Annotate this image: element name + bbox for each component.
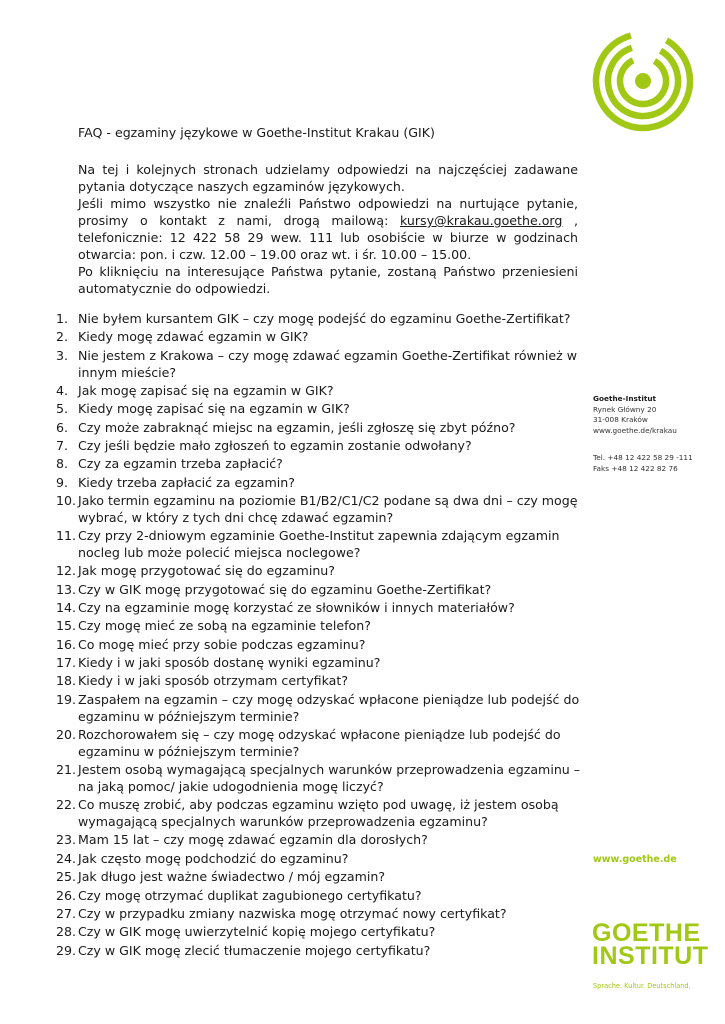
intro-paragraph-1: Na tej i kolejnych stronach udzielamy odpowiedzi na najczęściej zadawane pytania dotyczące naszych egzaminów językowych.: [78, 162, 578, 194]
faq-item-number: 7.: [56, 437, 69, 453]
faq-question-link[interactable]: Czy w przypadku zmiany nazwiska mogę otrzymać nowy certyfikat?: [78, 905, 507, 921]
faq-question-link[interactable]: Kiedy i w jaki sposób dostanę wyniki egzaminu?: [78, 655, 381, 671]
faq-item-number: 14.: [56, 600, 77, 615]
faq-item[interactable]: [56, 762, 581, 796]
faq-item[interactable]: [56, 348, 581, 382]
faq-item[interactable]: [56, 655, 581, 672]
faq-item[interactable]: [56, 906, 581, 923]
fax: Faks +48 12 422 82 76: [593, 463, 678, 473]
faq-item[interactable]: [56, 851, 581, 868]
city: 31-008 Kraków: [593, 415, 648, 424]
faq-question-link[interactable]: Rozchorowałem się – czy mogę odzyskać wpłacone pieniądze lub podejść do egzaminu w późniejszym terminie?: [78, 726, 561, 759]
faq-item[interactable]: [56, 943, 581, 960]
faq-item[interactable]: [56, 727, 581, 761]
faq-question-link[interactable]: Zaspałem na egzamin – czy mogę odzyskać wpłacone pieniądze lub podejść do egzaminu w późniejszym terminie?: [78, 691, 580, 724]
faq-question-link[interactable]: Czy w GIK mogę zlecić tłumaczenie mojego certyfikatu?: [78, 942, 431, 958]
faq-item[interactable]: [56, 438, 581, 455]
document-body: [56, 124, 581, 961]
org-name: Goethe-Institut: [593, 394, 657, 403]
intro-hours-text: , telefonicznie: 12 422 58 29 wew. 111 lub osobiście w biurze w godzinach otwarcia: pon. i czw. 12.00 – 19.00 oraz wt. i śr. 10.00 – 15.00.: [78, 213, 578, 262]
faq-item[interactable]: [56, 329, 581, 346]
faq-item[interactable]: [56, 528, 581, 562]
intro-paragraph-2: [78, 195, 578, 263]
faq-item[interactable]: [56, 456, 581, 473]
faq-question-link[interactable]: Czy przy 2-dniowym egzaminie Goethe-Institut zapewnia zdającym egzamin nocleg lub może polecić miejsca noclegowe?: [78, 528, 560, 560]
faq-item-number: 13.: [56, 581, 77, 597]
faq-item[interactable]: [56, 383, 581, 400]
street: Rynek Główny 20: [593, 404, 657, 414]
faq-item-number: 24.: [56, 850, 77, 866]
faq-item[interactable]: [56, 311, 581, 328]
faq-item[interactable]: [56, 563, 581, 580]
faq-question-link[interactable]: Czy za egzamin trzeba zapłacić?: [78, 456, 283, 472]
faq-question-link[interactable]: Kiedy i w jaki sposób otrzymam certyfikat?: [78, 673, 349, 689]
faq-item-number: 12.: [56, 563, 77, 579]
faq-item[interactable]: [56, 797, 581, 831]
faq-item[interactable]: [56, 420, 581, 437]
faq-item-number: 4.: [56, 382, 69, 398]
faq-question-link[interactable]: Czy na egzaminie mogę korzystać ze słowników i innych materiałów?: [78, 600, 515, 615]
goethe-wordmark: [592, 919, 709, 970]
faq-item-number: 8.: [56, 456, 69, 472]
faq-item-number: 25.: [56, 869, 77, 885]
faq-question-link[interactable]: Nie byłem kursantem GIK – czy mogę podejść do egzaminu Goethe-Zertifikat?: [78, 311, 571, 326]
faq-item-number: 17.: [56, 655, 77, 671]
faq-item-number: 10.: [56, 492, 77, 508]
wordmark-line-1: GOETHE: [592, 919, 701, 947]
faq-item[interactable]: [56, 618, 581, 635]
faq-question-link[interactable]: Czy mogę otrzymać duplikat zagubionego certyfikatu?: [78, 887, 422, 903]
faq-item[interactable]: [56, 673, 581, 690]
faq-item-number: 3.: [56, 347, 69, 363]
faq-question-link[interactable]: Czy w GIK mogę przygotować się do egzaminu Goethe-Zertifikat?: [78, 581, 492, 597]
faq-question-link[interactable]: Czy w GIK mogę uwierzytelnić kopię mojego certyfikatu?: [78, 924, 436, 940]
faq-item-number: 16.: [56, 636, 77, 652]
faq-item-number: 2.: [56, 329, 69, 345]
faq-question-link[interactable]: Jestem osobą wymagającą specjalnych warunków przeprowadzenia egzaminu – na jaką pomoc/ jakie udogodnienia mogę liczyć?: [78, 762, 581, 794]
faq-item-number: 29.: [56, 942, 77, 958]
faq-item-number: 6.: [56, 419, 69, 435]
website-link[interactable]: www.goethe.de: [593, 854, 677, 865]
phone: Tel. +48 12 422 58 29 -111: [593, 453, 693, 462]
faq-item[interactable]: [56, 401, 581, 418]
faq-question-link[interactable]: Kiedy trzeba zapłacić za egzamin?: [78, 474, 295, 490]
faq-question-link[interactable]: Jak mogę zapisać się na egzamin w GIK?: [78, 382, 334, 398]
faq-question-link[interactable]: Co muszę zrobić, aby podczas egzaminu wzięto pod uwagę, iż jestem osobą wymagającą specjalnych warunków przeprowadzenia egzaminu?: [78, 797, 559, 830]
branch-url[interactable]: www.goethe.de/krakau: [593, 425, 677, 435]
goethe-logo-icon: [592, 30, 694, 132]
faq-item-number: 20.: [56, 726, 77, 742]
wordmark-line-2: INSTITUT: [592, 942, 709, 970]
faq-item-number: 1.: [56, 311, 69, 326]
faq-question-link[interactable]: Jako termin egzaminu na poziomie B1/B2/C1/C2 podane są dwa dni – czy mogę wybrać, w który z tych dni chcę zdawać egzamin?: [78, 492, 578, 525]
faq-question-link[interactable]: Co mogę mieć przy sobie podczas egzaminu?: [78, 636, 366, 652]
faq-item[interactable]: [56, 637, 581, 654]
faq-item-number: 26.: [56, 887, 77, 903]
intro: [78, 161, 578, 297]
faq-item-number: 18.: [56, 673, 77, 689]
faq-question-link[interactable]: Jak mogę przygotować się do egzaminu?: [78, 563, 335, 579]
logo-tagline: Sprache. Kultur. Deutschland.: [593, 982, 691, 990]
faq-item-number: 27.: [56, 905, 77, 921]
faq-item[interactable]: [56, 600, 581, 617]
intro-contact-text: Jeśli mimo wszystko nie znaleźli Państwo odpowiedzi na nurtujące pytanie, prosimy o kontakt z nami, drogą mailową:: [78, 196, 578, 228]
faq-question-link[interactable]: Czy jeśli będzie mało zgłoszeń to egzamin zostanie odwołany?: [78, 437, 472, 453]
faq-item[interactable]: [56, 924, 581, 941]
email-link[interactable]: kursy@krakau.goethe.org: [399, 213, 563, 228]
faq-item-number: 21.: [56, 762, 77, 778]
faq-item[interactable]: [56, 832, 581, 849]
faq-question-link[interactable]: Czy mogę mieć ze sobą na egzaminie telefon?: [78, 618, 371, 634]
faq-item-number: 22.: [56, 797, 77, 813]
faq-question-link[interactable]: Nie jestem z Krakowa – czy mogę zdawać egzamin Goethe-Zertifikat również w innym mieście?: [78, 347, 577, 380]
intro-notice: Po kliknięciu na interesujące Państwa pytanie, zostaną Państwo przeniesieni automatycznie do odpowiedzi.: [78, 264, 578, 296]
faq-item[interactable]: [56, 493, 581, 527]
faq-item-number: 9.: [56, 474, 69, 490]
address-block: [593, 394, 718, 474]
faq-item-number: 11.: [56, 528, 77, 544]
faq-question-link[interactable]: Kiedy mogę zapisać się na egzamin w GIK?: [78, 401, 350, 417]
faq-question-link[interactable]: Jak długo jest ważne świadectwo / mój egzamin?: [78, 869, 386, 885]
faq-item-number: 15.: [56, 618, 77, 634]
faq-list: [56, 311, 581, 959]
faq-item[interactable]: [56, 869, 581, 886]
faq-item[interactable]: [56, 888, 581, 905]
faq-item[interactable]: [56, 692, 581, 726]
page-title: FAQ - egzaminy językowe w Goethe-Institut Krakau (GIK): [78, 125, 435, 140]
faq-question-link[interactable]: Mam 15 lat – czy mogę zdawać egzamin dla dorosłych?: [78, 832, 428, 848]
faq-item-number: 5.: [56, 401, 69, 417]
faq-question-link[interactable]: Kiedy mogę zdawać egzamin w GIK?: [78, 329, 309, 345]
faq-item-number: 19.: [56, 691, 77, 707]
faq-item-number: 23.: [56, 832, 77, 848]
faq-question-link[interactable]: Jak często mogę podchodzić do egzaminu?: [78, 850, 349, 866]
faq-item-number: 28.: [56, 924, 77, 940]
faq-question-link[interactable]: Czy może zabraknąć miejsc na egzamin, jeśli zgłoszę się zbyt późno?: [78, 419, 516, 435]
faq-item[interactable]: [56, 582, 581, 599]
faq-item[interactable]: [56, 475, 581, 492]
